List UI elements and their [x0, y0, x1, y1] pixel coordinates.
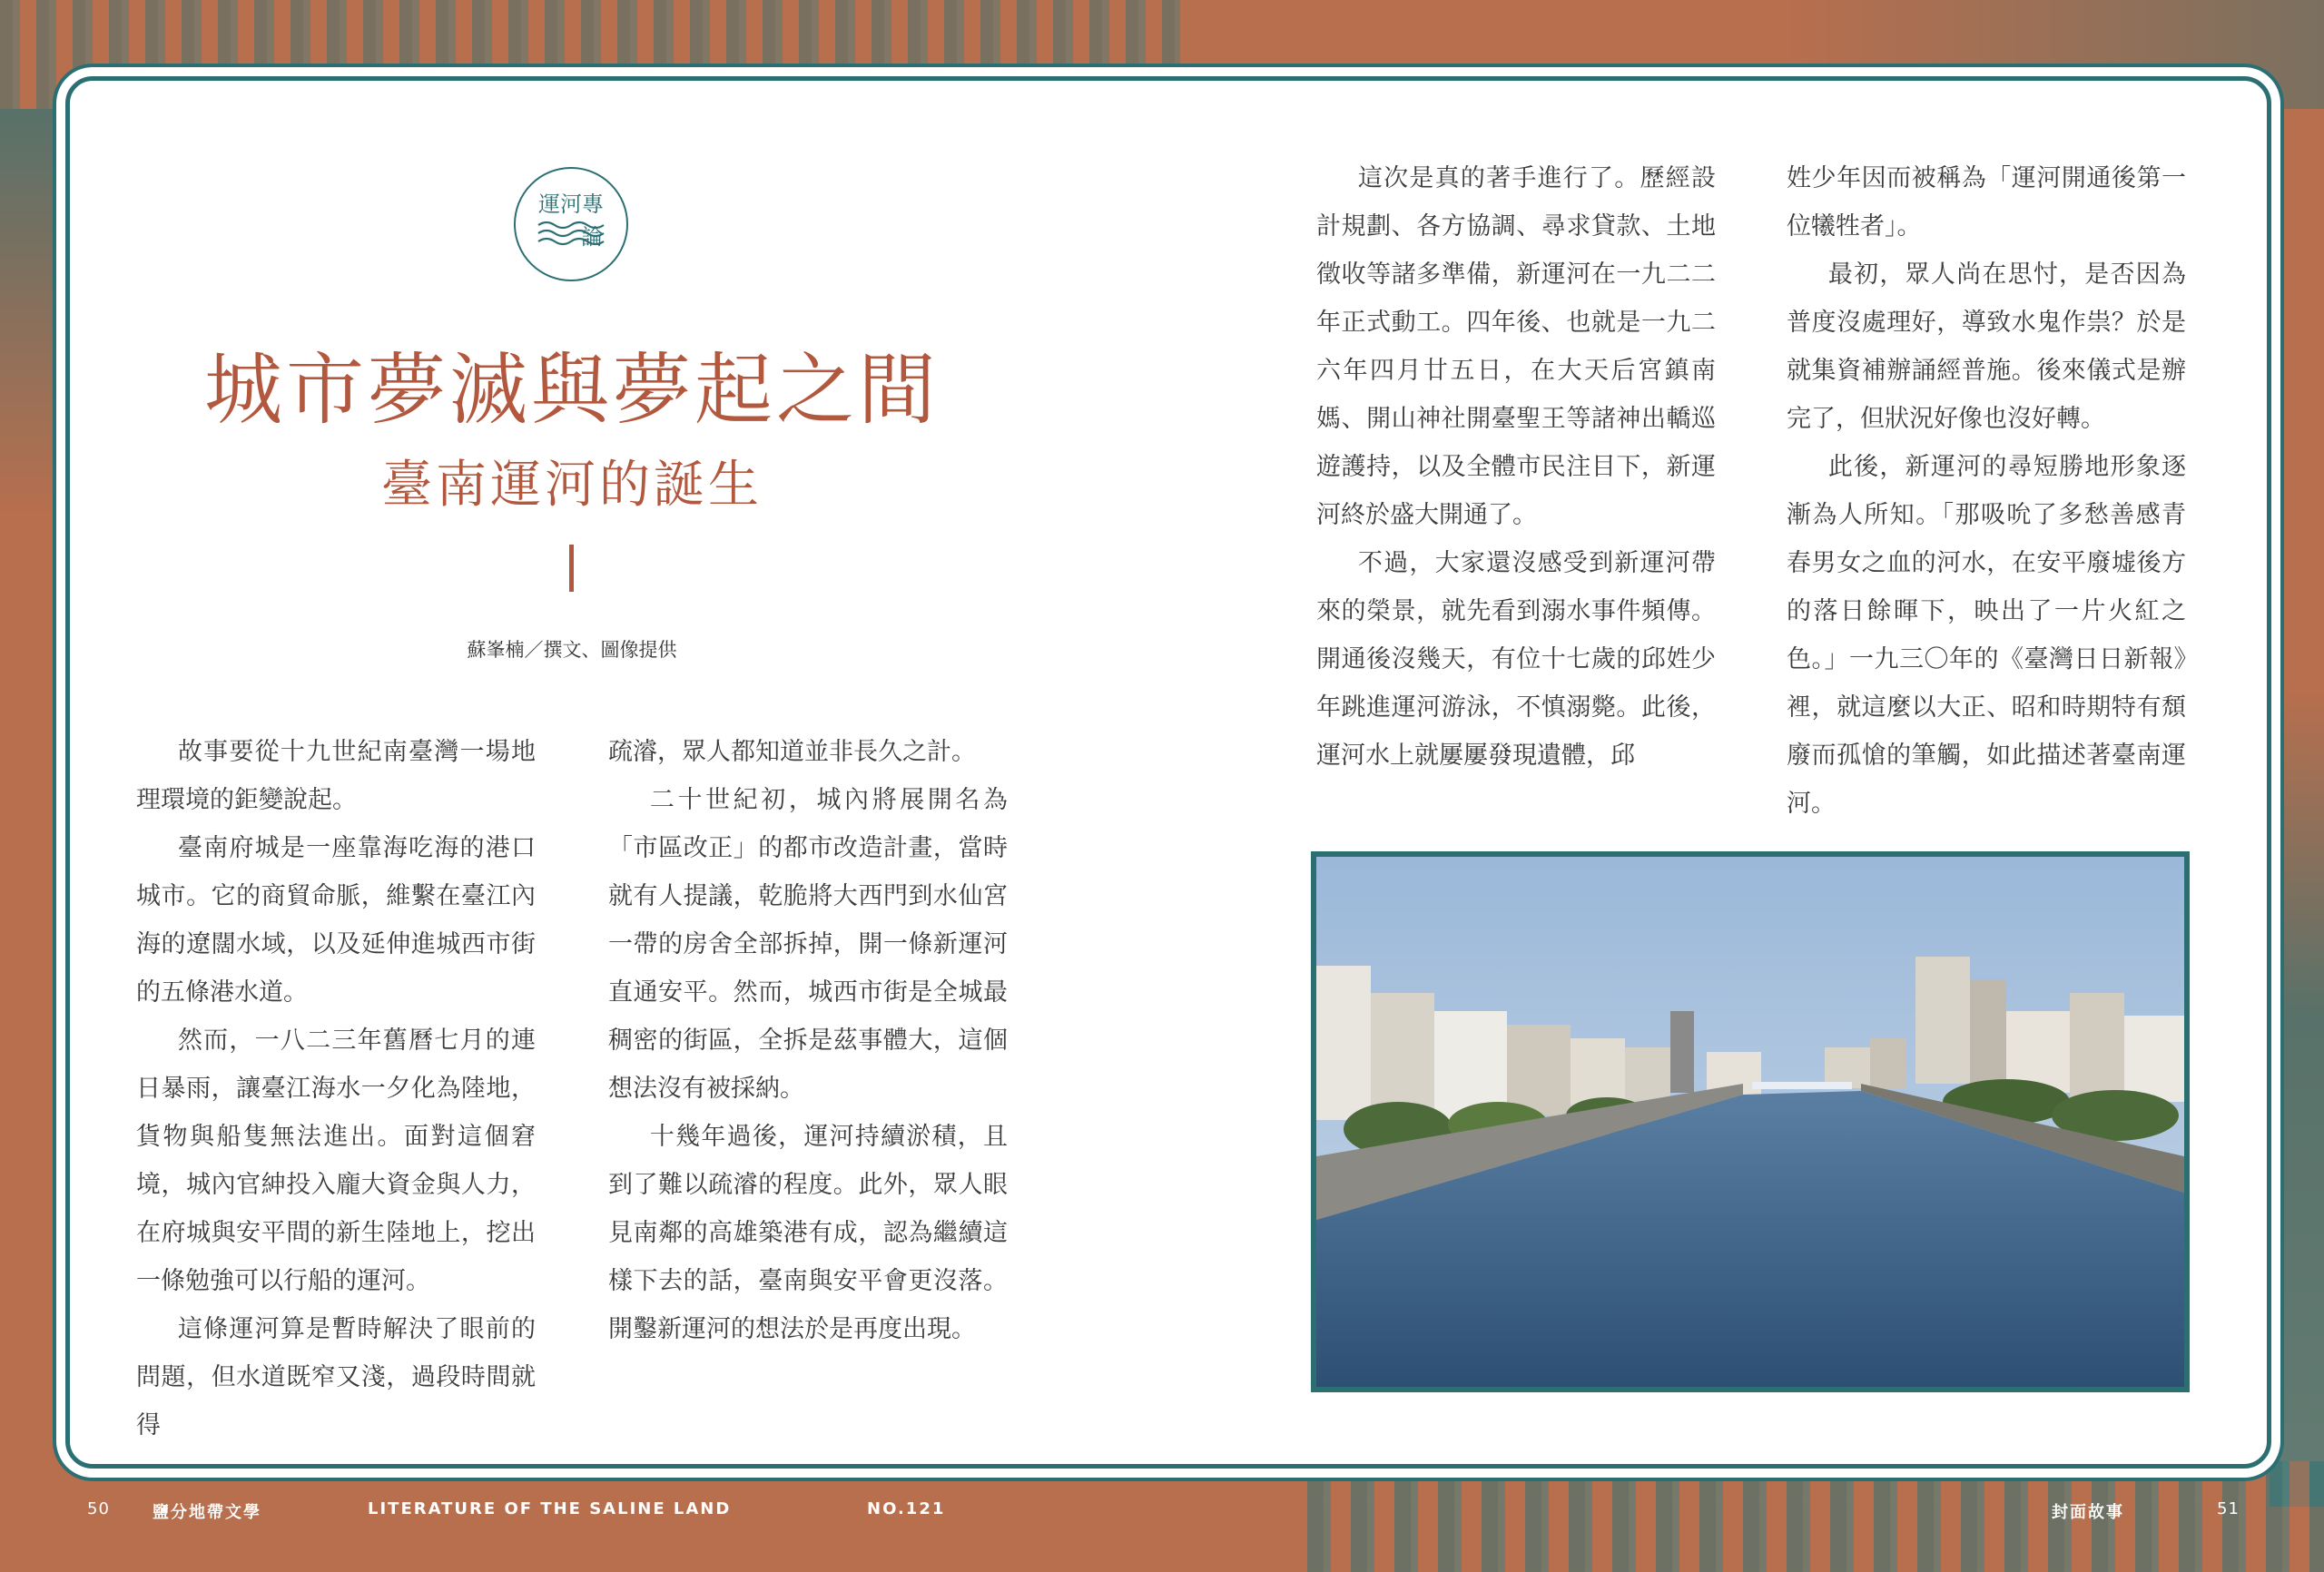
paragraph: 二十世紀初，城內將展開名為「市區改正」的都市改造計畫，當時就有人提議，乾脆將大西門到水仙宮一帶的房舍全部拆掉，開一條新運河直通安平。然而，城西市街是全城最稠密的街區，全拆是茲事體大，這個想法沒有被採納。 — [608, 786, 1008, 1103]
paragraph: 疏濬，眾人都知道並非長久之計。 — [608, 738, 976, 766]
page-number-right: 51 — [2217, 1499, 2240, 1518]
text-column-3 — [1316, 154, 1716, 780]
article-title: 城市夢滅與夢起之間 — [204, 345, 940, 436]
text-column-2 — [608, 728, 1008, 1353]
paragraph: 姓少年因而被稱為「運河開通後第一位犧牲者」。 — [1787, 164, 2186, 241]
page-number-left: 50 — [87, 1499, 110, 1518]
paragraph: 不過，大家還沒感受到新運河帶來的榮景，就先看到溺水事件頻傳。開通後沒幾天，有位十七歲的邱姓少年跳進運河游泳，不慎溺斃。此後，運河水上就屢屢發現遺體，邱 — [1316, 549, 1716, 770]
text-column-1 — [136, 728, 536, 1449]
section-label: 封面故事 — [2052, 1503, 2124, 1522]
article-subtitle: 臺南運河的誕生 — [381, 456, 763, 515]
title-divider — [569, 545, 574, 592]
paragraph: 故事要從十九世紀南臺灣一場地理環境的鉅變說起。 — [136, 738, 536, 814]
paragraph: 這次是真的著手進行了。歷經設計規劃、各方協調、尋求貸款、土地徵收等諸多準備，新運河在一九二二年正式動工。四年後、也就是一九二六年四月廿五日，在大天后宮鎮南媽、開山神社開臺聖王等諸神出轎巡遊護持，以及全體市民注目下，新運河終於盛大開通了。 — [1316, 164, 1716, 529]
paragraph: 此後，新運河的尋短勝地形象逐漸為人所知。「那吸吮了多愁善感青春男女之血的河水，在安平廢墟後方的落日餘暉下，映出了一片火紅之色。」一九三〇年的《臺灣日日新報》裡，就這麼以大正、昭和時期特有頹廢而孤愴的筆觸，如此描述著臺南運河。 — [1787, 453, 2186, 818]
magazine-name-cn: 鹽分地帶文學 — [153, 1503, 261, 1522]
byline: 蘇峯楠／撰文、圖像提供 — [467, 639, 677, 661]
paragraph: 臺南府城是一座靠海吃海的港口城市。它的商貿命脈，維繫在臺江內海的遼闊水域，以及延伸進城西市街的五條港水道。 — [136, 834, 536, 1007]
badge-text-line2: 論 — [581, 224, 603, 250]
paragraph: 最初，眾人尚在思忖，是否因為普度沒處理好，導致水鬼作祟？於是就集資補辦誦經普施。後來儀式是辦完了，但狀況好像也沒好轉。 — [1787, 260, 2186, 433]
column-badge — [514, 167, 628, 281]
decorative-photo-strip-left — [0, 109, 73, 1470]
canal-photo-illustration — [1316, 857, 2184, 1387]
badge-text-line1: 運河專 — [538, 192, 604, 217]
paragraph: 然而，一八二三年舊曆七月的連日暴雨，讓臺江海水一夕化為陸地，貨物與船隻無法進出。面對這個窘境，城內官紳投入龐大資金與人力，在府城與安平間的新生陸地上，挖出一條勉強可以行船的運河。 — [136, 1027, 536, 1295]
canal-photo — [1311, 851, 2190, 1392]
decorative-photo-strip-right — [2270, 690, 2324, 1507]
text-column-4 — [1787, 154, 2186, 828]
paragraph: 這條運河算是暫時解決了眼前的問題，但水道既窄又淺，過段時間就得 — [136, 1315, 536, 1439]
paragraph: 十幾年過後，運河持續淤積，且到了難以疏濬的程度。此外，眾人眼見南鄰的高雄築港有成，認為繼續這樣下去的話，臺南與安平會更沒落。開鑿新運河的想法於是再度出現。 — [608, 1123, 1008, 1343]
decorative-photo-strip-bottom — [1307, 1461, 2324, 1572]
issue-number: NO.121 — [867, 1499, 946, 1518]
magazine-name-en: LITERATURE OF THE SALINE LAND — [368, 1499, 732, 1518]
